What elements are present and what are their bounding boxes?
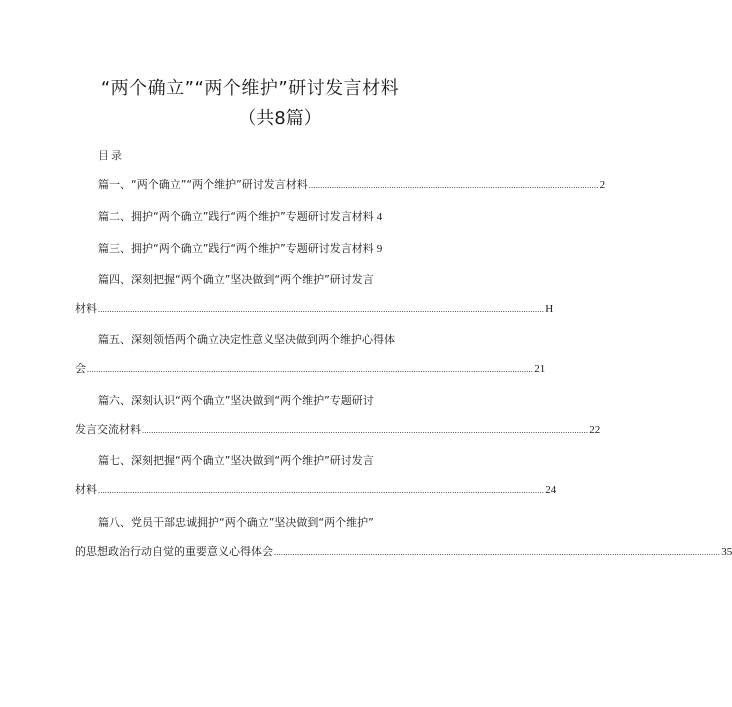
document-title: “两个确立”“两个维护”研讨发言材料 <box>100 78 400 99</box>
toc-entry-8[interactable] <box>75 543 732 559</box>
toc-leader: .............................................................................................................................. <box>308 181 599 190</box>
toc-entry-8-line1[interactable]: 篇八、党员干部忠诚拥护“两个确立”坚决做到“两个维护” <box>98 516 374 529</box>
toc-entry-7-page: 24 <box>545 484 557 496</box>
toc-entry-7[interactable] <box>75 481 557 497</box>
toc-entry-4-text: 材料 <box>75 302 97 315</box>
toc-entry-2[interactable] <box>98 208 410 224</box>
toc-entry-4-line1[interactable]: 篇四、深刻把握“两个确立”坚决做到“两个维护”研讨发言 <box>98 273 374 286</box>
toc-entry-3[interactable] <box>98 240 410 256</box>
toc-entry-2-page: 4 <box>376 211 383 223</box>
toc-entry-6-text: 发言交流材料 <box>75 423 141 436</box>
toc-entry-7-line1[interactable]: 篇七、深刻把握“两个确立”坚决做到“两个维护”研讨发言 <box>98 454 374 467</box>
toc-entry-5-line1[interactable]: 篇五、深刻领悟两个确立决定性意义坚决做到两个维护心得体 <box>98 333 395 346</box>
toc-entry-3-text: 篇三、拥护“两个确立”践行“两个维护”专题研讨发言材料 <box>98 242 374 255</box>
toc-entry-6-page: 22 <box>589 424 601 436</box>
toc-entry-5-text: 会 <box>75 362 86 375</box>
toc-entry-1[interactable] <box>98 176 606 192</box>
toc-entry-5[interactable] <box>75 360 546 376</box>
toc-entry-4[interactable] <box>75 300 554 316</box>
toc-entry-3-page: 9 <box>376 243 383 255</box>
toc-entry-5-page: 21 <box>534 363 546 375</box>
toc-entry-8-page: 35 <box>721 546 732 558</box>
toc-entry-2-text: 篇二、拥护“两个确立”践行“两个维护”专题研讨发言材料 <box>98 210 374 223</box>
toc-heading: 目录 <box>98 149 124 162</box>
toc-entry-1-text: 篇一、“两个确立”“两个维护”研讨发言材料 <box>98 178 308 191</box>
toc-leader: .................................................................................................................................................................................................. <box>98 305 545 314</box>
toc-entry-1-page: 2 <box>599 179 606 191</box>
toc-entry-7-text: 材料 <box>75 483 97 496</box>
toc-entry-8-text: 的思想政治行动自觉的重要意义心得体会 <box>75 545 273 558</box>
toc-leader: .................................................................................................................................................................................................. <box>98 486 545 495</box>
toc-entry-6-line1[interactable]: 篇六、深刻认识“两个确立”坚决做到“两个维护”专题研讨 <box>98 394 374 407</box>
toc-entry-4-page: H <box>545 303 554 315</box>
toc-entry-6[interactable] <box>75 421 601 437</box>
document-subtitle: （共8篇） <box>238 108 322 129</box>
toc-leader: .................................................................................................................................................................................................. <box>274 548 721 557</box>
toc-leader: .................................................................................................................................................................................................. <box>142 426 589 435</box>
toc-leader: .................................................................................................................................................................................................. <box>87 365 534 374</box>
